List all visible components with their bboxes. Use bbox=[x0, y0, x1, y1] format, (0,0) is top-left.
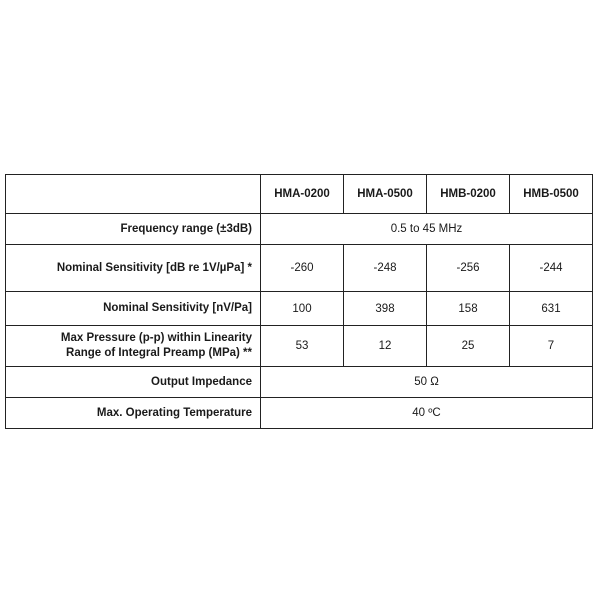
sensitivity-nv-value: 158 bbox=[427, 292, 510, 326]
sensitivity-nv-value: 631 bbox=[510, 292, 593, 326]
max-pressure-label-line1: Max Pressure (p-p) within Linearity bbox=[60, 332, 252, 344]
max-temp-label: Max. Operating Temperature bbox=[6, 398, 261, 429]
sensitivity-db-value: -256 bbox=[427, 245, 510, 292]
sensitivity-nv-value: 398 bbox=[344, 292, 427, 326]
sensitivity-nv-label: Nominal Sensitivity [nV/Pa] bbox=[6, 292, 261, 326]
sensitivity-db-label: Nominal Sensitivity [dB re 1V/µPa] * bbox=[6, 245, 261, 292]
max-pressure-row bbox=[6, 326, 593, 367]
sensitivity-nv-value: 100 bbox=[261, 292, 344, 326]
output-impedance-row bbox=[6, 367, 593, 398]
frequency-value: 0.5 to 45 MHz bbox=[261, 214, 593, 245]
max-pressure-label-line2: Range of Integral Preamp (MPa) ** bbox=[66, 347, 252, 359]
spec-table bbox=[5, 174, 593, 429]
max-pressure-label bbox=[6, 326, 261, 367]
sensitivity-db-value: -260 bbox=[261, 245, 344, 292]
column-header-hma-0200: HMA-0200 bbox=[261, 175, 344, 214]
max-pressure-value: 7 bbox=[510, 326, 593, 367]
frequency-row bbox=[6, 214, 593, 245]
column-header-hmb-0500: HMB-0500 bbox=[510, 175, 593, 214]
header-row bbox=[6, 175, 593, 214]
column-header-hmb-0200: HMB-0200 bbox=[427, 175, 510, 214]
sensitivity-nv-row bbox=[6, 292, 593, 326]
output-impedance-label: Output Impedance bbox=[6, 367, 261, 398]
max-pressure-value: 25 bbox=[427, 326, 510, 367]
sensitivity-db-value: -244 bbox=[510, 245, 593, 292]
header-empty-cell bbox=[6, 175, 261, 214]
max-pressure-value: 12 bbox=[344, 326, 427, 367]
max-temp-row bbox=[6, 398, 593, 429]
output-impedance-value: 50 Ω bbox=[261, 367, 593, 398]
max-pressure-value: 53 bbox=[261, 326, 344, 367]
frequency-label: Frequency range (±3dB) bbox=[6, 214, 261, 245]
sensitivity-db-row bbox=[6, 245, 593, 292]
max-temp-value: 40 ºC bbox=[261, 398, 593, 429]
sensitivity-db-value: -248 bbox=[344, 245, 427, 292]
column-header-hma-0500: HMA-0500 bbox=[344, 175, 427, 214]
